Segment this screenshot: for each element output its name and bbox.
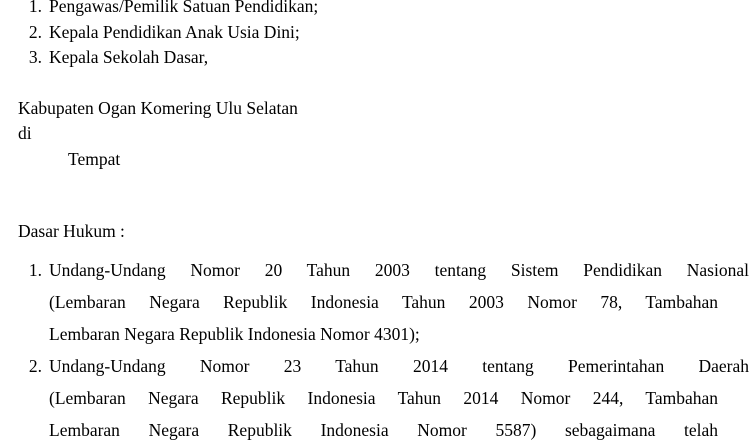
legal-basis-list	[18, 254, 749, 446]
recipient-list	[18, 0, 734, 71]
legal-item-continuation	[18, 286, 718, 350]
legal-item-number: 2.	[28, 355, 42, 376]
legal-text-line: Lembaran Negara Republik Indonesia Nomor 4301);	[49, 323, 420, 344]
list-item-number: 2.	[28, 21, 42, 42]
legal-list-item	[18, 350, 749, 382]
list-item-label: Pengawas/Pemilik Satuan Pendidikan;	[49, 0, 319, 16]
list-item	[18, 45, 734, 71]
di-label: di	[18, 123, 32, 143]
document-content	[18, 0, 749, 446]
list-item-label: Kepala Sekolah Dasar,	[49, 47, 209, 67]
legal-text-line: (Lembaran Negara Republik Indonesia Tahun 2014 Nomor 244, Tambahan	[49, 387, 718, 408]
list-item-label: Kepala Pendidikan Anak Usia Dini;	[49, 21, 300, 42]
legal-text-line: (Lembaran Negara Republik Indonesia Tahun 2003 Nomor 78, Tambahan	[49, 291, 718, 312]
legal-item-text	[49, 254, 749, 286]
legal-item-text	[49, 350, 749, 382]
addressee-block	[18, 96, 734, 173]
tempat-label: Tempat	[68, 148, 121, 169]
list-item	[18, 0, 734, 20]
list-item-number: 3.	[28, 47, 42, 67]
legal-list-item	[18, 254, 749, 286]
legal-text-line: Undang-Undang Nomor 20 Tahun 2003 tentang Sistem Pendidikan Nasional	[49, 259, 749, 280]
list-item	[18, 20, 734, 46]
legal-basis-heading: Dasar Hukum :	[18, 221, 125, 241]
legal-text-line: Lembaran Negara Republik Indonesia Nomor 5587) sebagaimana telah	[49, 419, 718, 440]
region-name: Kabupaten Ogan Komering Ulu Selatan	[18, 97, 298, 118]
vertical-spacer	[18, 172, 734, 219]
legal-item-continuation	[18, 382, 718, 446]
list-item-number: 1.	[28, 0, 42, 16]
legal-item-number: 1.	[28, 259, 42, 280]
legal-text-line: Undang-Undang Nomor 23 Tahun 2014 tentang Pemerintahan Daerah	[49, 355, 749, 376]
